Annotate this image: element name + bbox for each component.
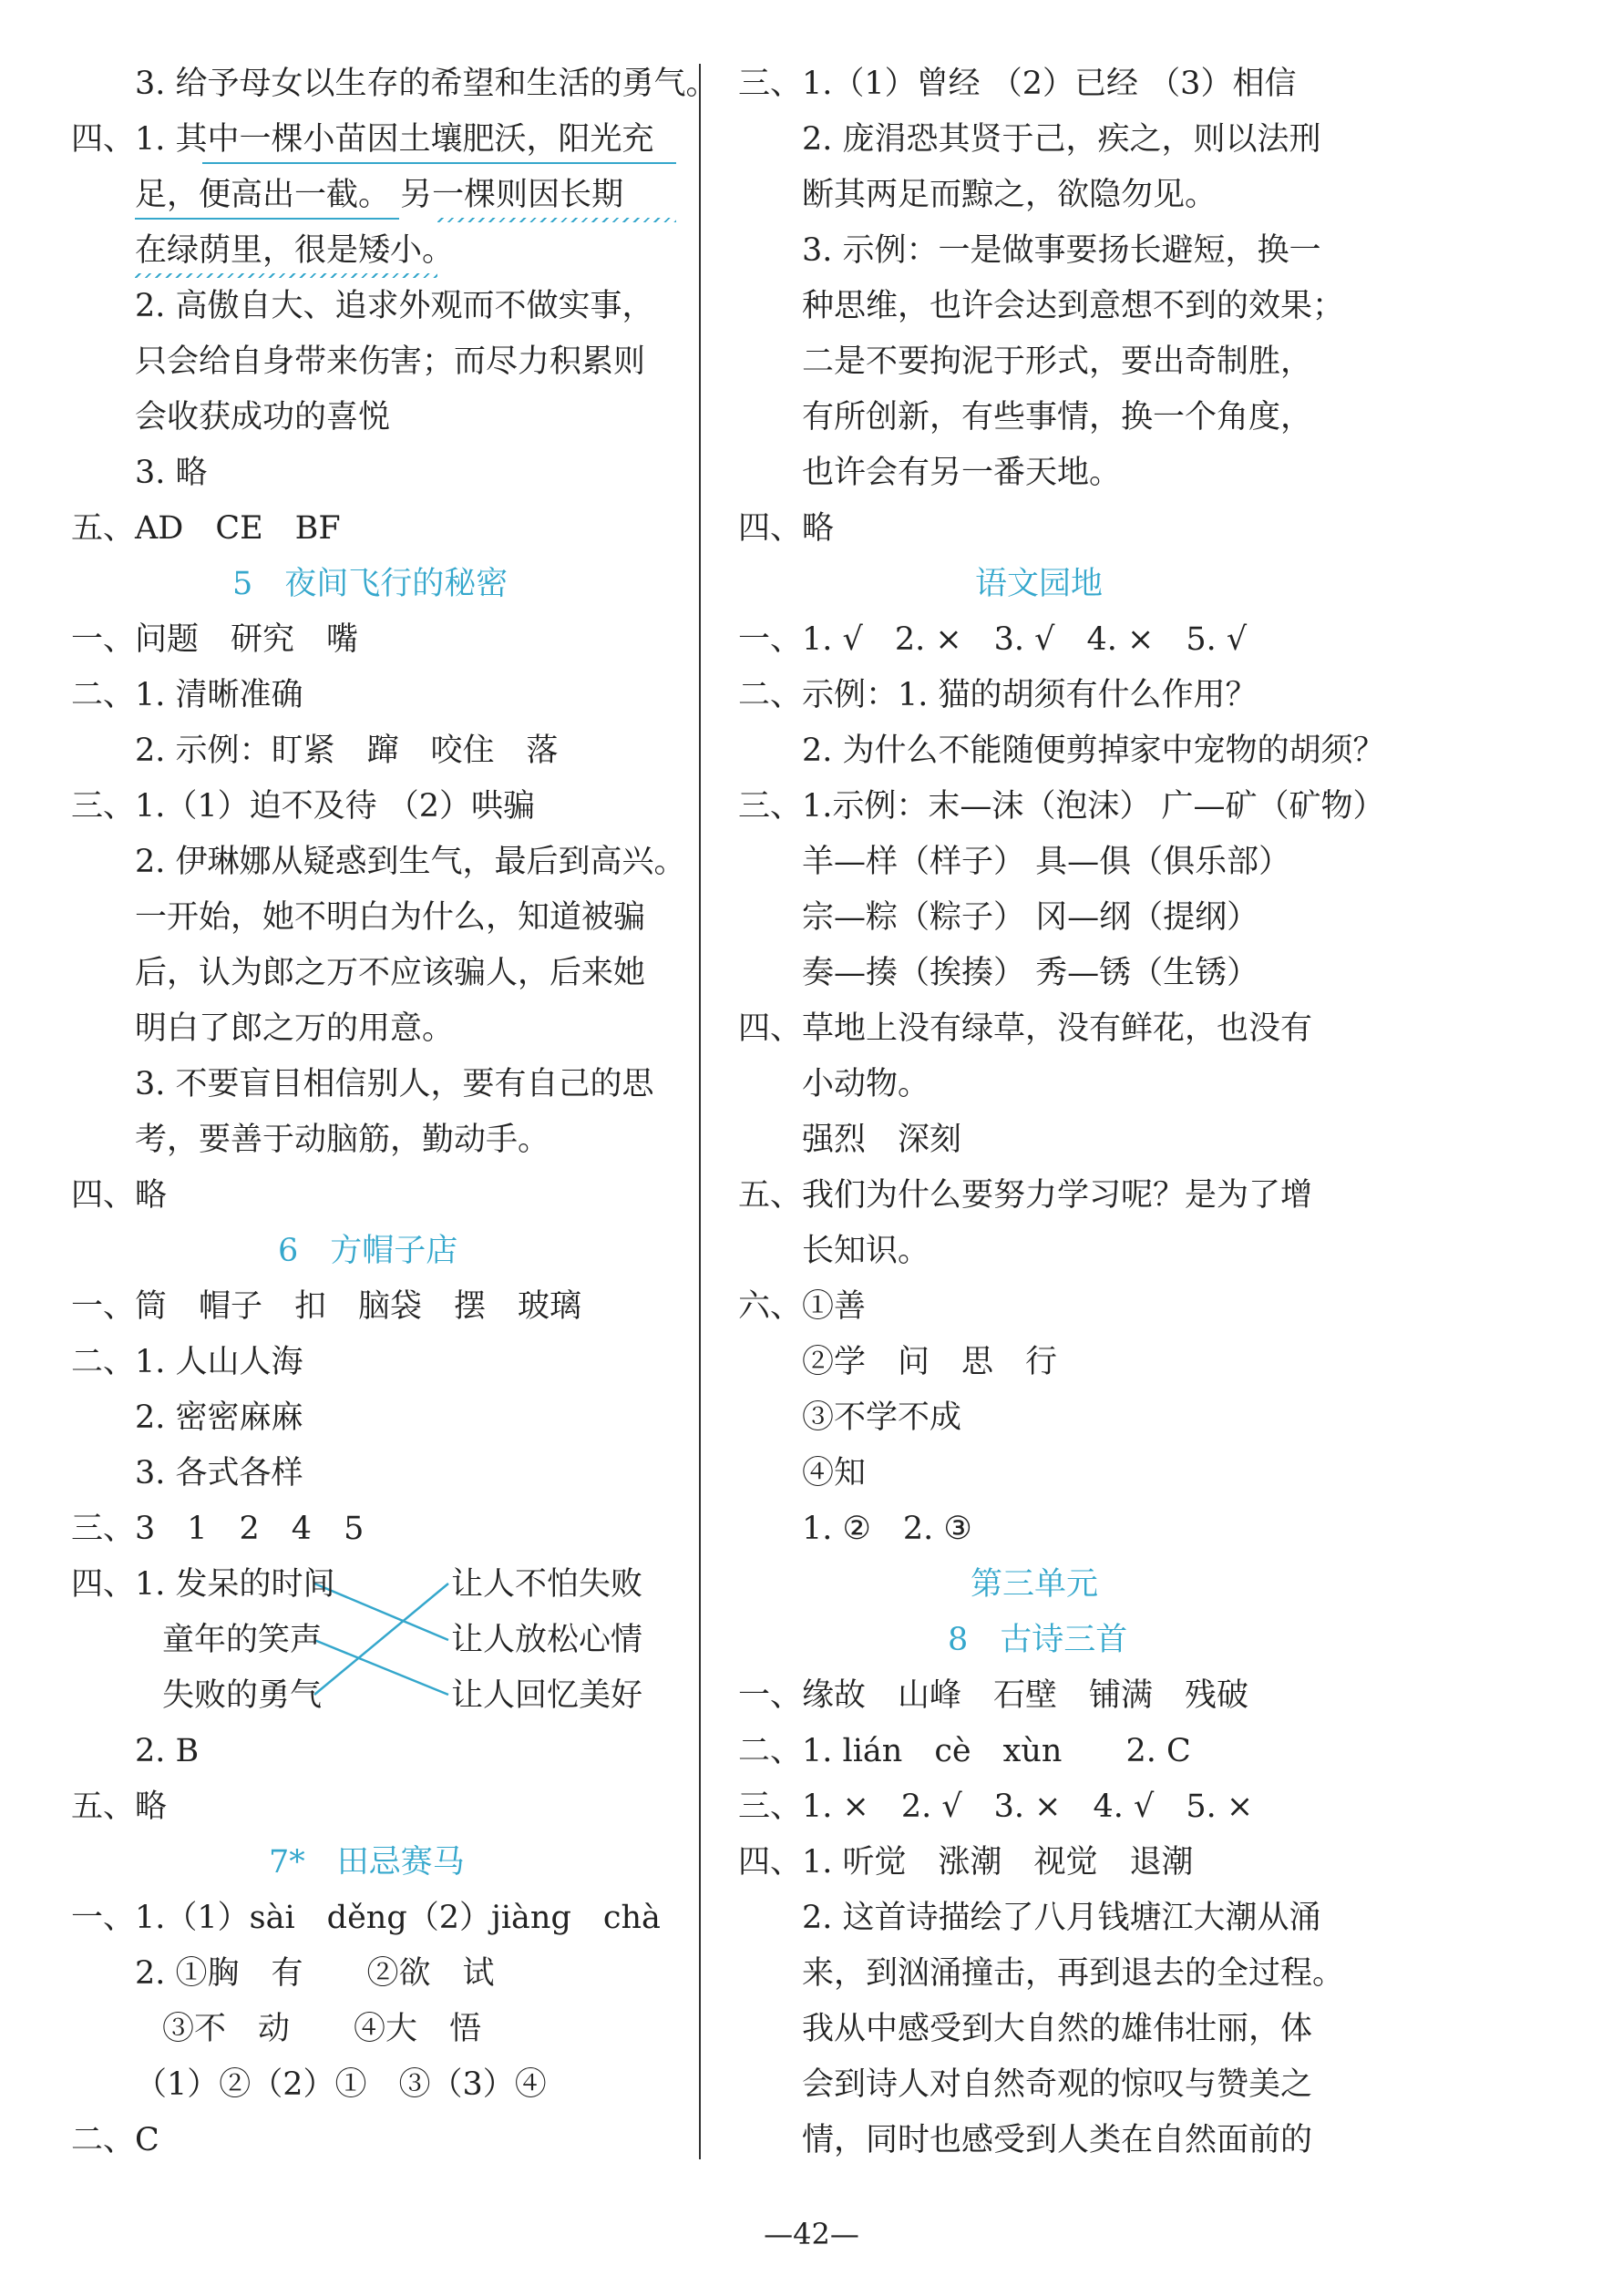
answer-line: ②学 问 思 行 xyxy=(802,1344,1058,1380)
answer-line: 一、问题 研究 嘴 xyxy=(71,621,359,658)
answer-line: 四、1. 其中一棵小苗因土壤肥沃，阳光充 xyxy=(71,121,654,158)
answer-line: 后，认为郎之万不应该骗人，后来她 xyxy=(135,955,646,991)
answer-line: 3. 略 xyxy=(135,455,208,491)
answer-line: 三、1.（1）迫不及待 （2）哄骗 xyxy=(71,788,536,825)
answer-line: 考，要善于动脑筋，勤动手。 xyxy=(135,1122,550,1158)
answer-line: 一开始，她不明白为什么，知道被骗 xyxy=(135,899,646,936)
answer-line: 2. 庞涓恐其贤于己，疾之，则以法刑 xyxy=(802,121,1321,158)
answer-line: 2. 示例：盯紧 蹿 咬住 落 xyxy=(135,733,559,769)
answer-line: 明白了郎之万的用意。 xyxy=(135,1010,455,1047)
page-number: —42— xyxy=(764,2217,859,2251)
answer-line: 种思维，也许会达到意想不到的效果； xyxy=(802,288,1345,324)
answer-line: 二、1. 清晰准确 xyxy=(71,677,303,713)
answer-line: 四、略 xyxy=(71,1177,168,1214)
answer-line: 足，便高出一截。 另一棵则因长期 xyxy=(135,177,624,213)
answer-line: 2. 高傲自大、追求外观而不做实事， xyxy=(135,288,654,324)
answer-line: 四、略 xyxy=(738,510,835,547)
answer-line: 会到诗人对自然奇观的惊叹与赞美之 xyxy=(802,2066,1313,2103)
answer-line: 强烈 深刻 xyxy=(802,1122,962,1158)
answer-line: 四、1. 听觉 涨潮 视觉 退潮 xyxy=(738,1844,1194,1881)
answer-line: 四、1. 发呆的时间 xyxy=(71,1566,335,1603)
answer-line: 会收获成功的喜悦 xyxy=(135,399,391,436)
answer-line: 宗—粽（粽子） 冈—纲（提纲） xyxy=(802,899,1259,936)
answer-line: 长知识。 xyxy=(802,1233,930,1269)
straight-underline xyxy=(135,218,399,220)
answer-line: 1. ② 2. ③ xyxy=(802,1511,972,1547)
answer-line: 五、我们为什么要努力学习呢？是为了增 xyxy=(738,1177,1313,1214)
answer-line: 三、1. × 2. √ 3. × 4. √ 5. × xyxy=(738,1789,1254,1825)
answer-line: 三、1.（1）曾经 （2）已经 （3）相信 xyxy=(738,66,1297,102)
answer-line: ③不学不成 xyxy=(802,1399,962,1436)
answer-line: 让人回忆美好 xyxy=(451,1677,643,1714)
answer-line: 3. 各式各样 xyxy=(135,1455,303,1491)
answer-line: 二、1. 人山人海 xyxy=(71,1344,303,1380)
answer-line: 五、AD CE BF xyxy=(71,510,341,547)
answer-line: ③不 动 ④大 悟 xyxy=(162,2011,482,2047)
answer-line: 奏—揍（挨揍） 秀—锈（生锈） xyxy=(802,955,1259,991)
answer-line: 也许会有另一番天地。 xyxy=(802,455,1122,491)
wavy-underline xyxy=(135,273,437,278)
answer-line: 二、1. lián cè xùn 2. C xyxy=(738,1733,1191,1769)
answer-line: 2. 密密麻麻 xyxy=(135,1399,303,1436)
answer-line: 五、略 xyxy=(71,1789,168,1825)
answer-line: 一、1.（1）sài děng（2）jiàng chà xyxy=(71,1900,661,1936)
answer-line: （1）②（2）① ③（3）④ xyxy=(135,2066,547,2103)
straight-underline xyxy=(202,162,676,164)
section-heading: 第三单元 xyxy=(971,1566,1099,1603)
section-heading: 8 古诗三首 xyxy=(948,1622,1128,1658)
answer-line: 3. 不要盲目相信别人，要有自己的思 xyxy=(135,1066,654,1102)
answer-line: 2. 为什么不能随便剪掉家中宠物的胡须？ xyxy=(802,733,1385,769)
answer-line: 来，到汹涌撞击，再到退去的全过程。 xyxy=(802,1955,1345,1992)
section-heading: 6 方帽子店 xyxy=(278,1233,458,1269)
answer-line: 情，同时也感受到人类在自然面前的 xyxy=(802,2122,1313,2158)
answer-line: 只会给自身带来伤害；而尽力积累则 xyxy=(135,343,646,380)
answer-line: 三、1.示例：末—沫（泡沫） 广—矿（矿物） xyxy=(738,788,1385,825)
answer-line: 3. 给予母女以生存的希望和生活的勇气。 xyxy=(135,66,718,102)
answer-line: 二是不要拘泥于形式，要出奇制胜， xyxy=(802,343,1313,380)
answer-line: 二、示例：1. 猫的胡须有什么作用？ xyxy=(738,677,1258,713)
match-line-2 xyxy=(314,1640,448,1695)
answer-line: 三、3 1 2 4 5 xyxy=(71,1511,365,1547)
answer-line: 羊—样（样子） 具—俱（俱乐部） xyxy=(802,844,1291,880)
answer-line: 二、C xyxy=(71,2122,159,2158)
answer-line: 2. 伊琳娜从疑惑到生气，最后到高兴。 xyxy=(135,844,686,880)
answer-line: 2. 这首诗描绘了八月钱塘江大潮从涌 xyxy=(802,1900,1321,1936)
answer-line: 小动物。 xyxy=(802,1066,930,1102)
answer-line: 在绿荫里，很是矮小。 xyxy=(135,232,455,269)
answer-line: 让人不怕失败 xyxy=(451,1566,643,1603)
answer-line: 童年的笑声 xyxy=(162,1622,323,1658)
answer-line: 让人放松心情 xyxy=(451,1622,643,1658)
answer-line: 2. B xyxy=(135,1733,200,1769)
section-heading: 7* 田忌赛马 xyxy=(269,1844,465,1881)
answer-line: 3. 示例：一是做事要扬长避短，换一 xyxy=(802,232,1321,269)
answer-line: 失败的勇气 xyxy=(162,1677,323,1714)
answer-line: 一、筒 帽子 扣 脑袋 摆 玻璃 xyxy=(71,1288,582,1325)
answer-line: 六、①善 xyxy=(738,1288,867,1325)
wavy-underline xyxy=(437,218,676,222)
section-heading: 5 夜间飞行的秘密 xyxy=(232,566,508,602)
answer-line: 一、缘故 山峰 石壁 铺满 残破 xyxy=(738,1677,1249,1714)
answer-line: 我从中感受到大自然的雄伟壮丽，体 xyxy=(802,2011,1313,2047)
answer-line: 断其两足而黥之，欲隐勿见。 xyxy=(802,177,1217,213)
answer-line: 有所创新，有些事情，换一个角度， xyxy=(802,399,1313,436)
answer-line: 2. ①胸 有 ②欲 试 xyxy=(135,1955,495,1992)
section-heading: 语文园地 xyxy=(975,566,1104,602)
answer-line: 一、1. √ 2. × 3. √ 4. × 5. √ xyxy=(738,621,1248,658)
answer-line: 四、草地上没有绿草，没有鲜花，也没有 xyxy=(738,1010,1313,1047)
answer-line: ④知 xyxy=(802,1455,867,1491)
